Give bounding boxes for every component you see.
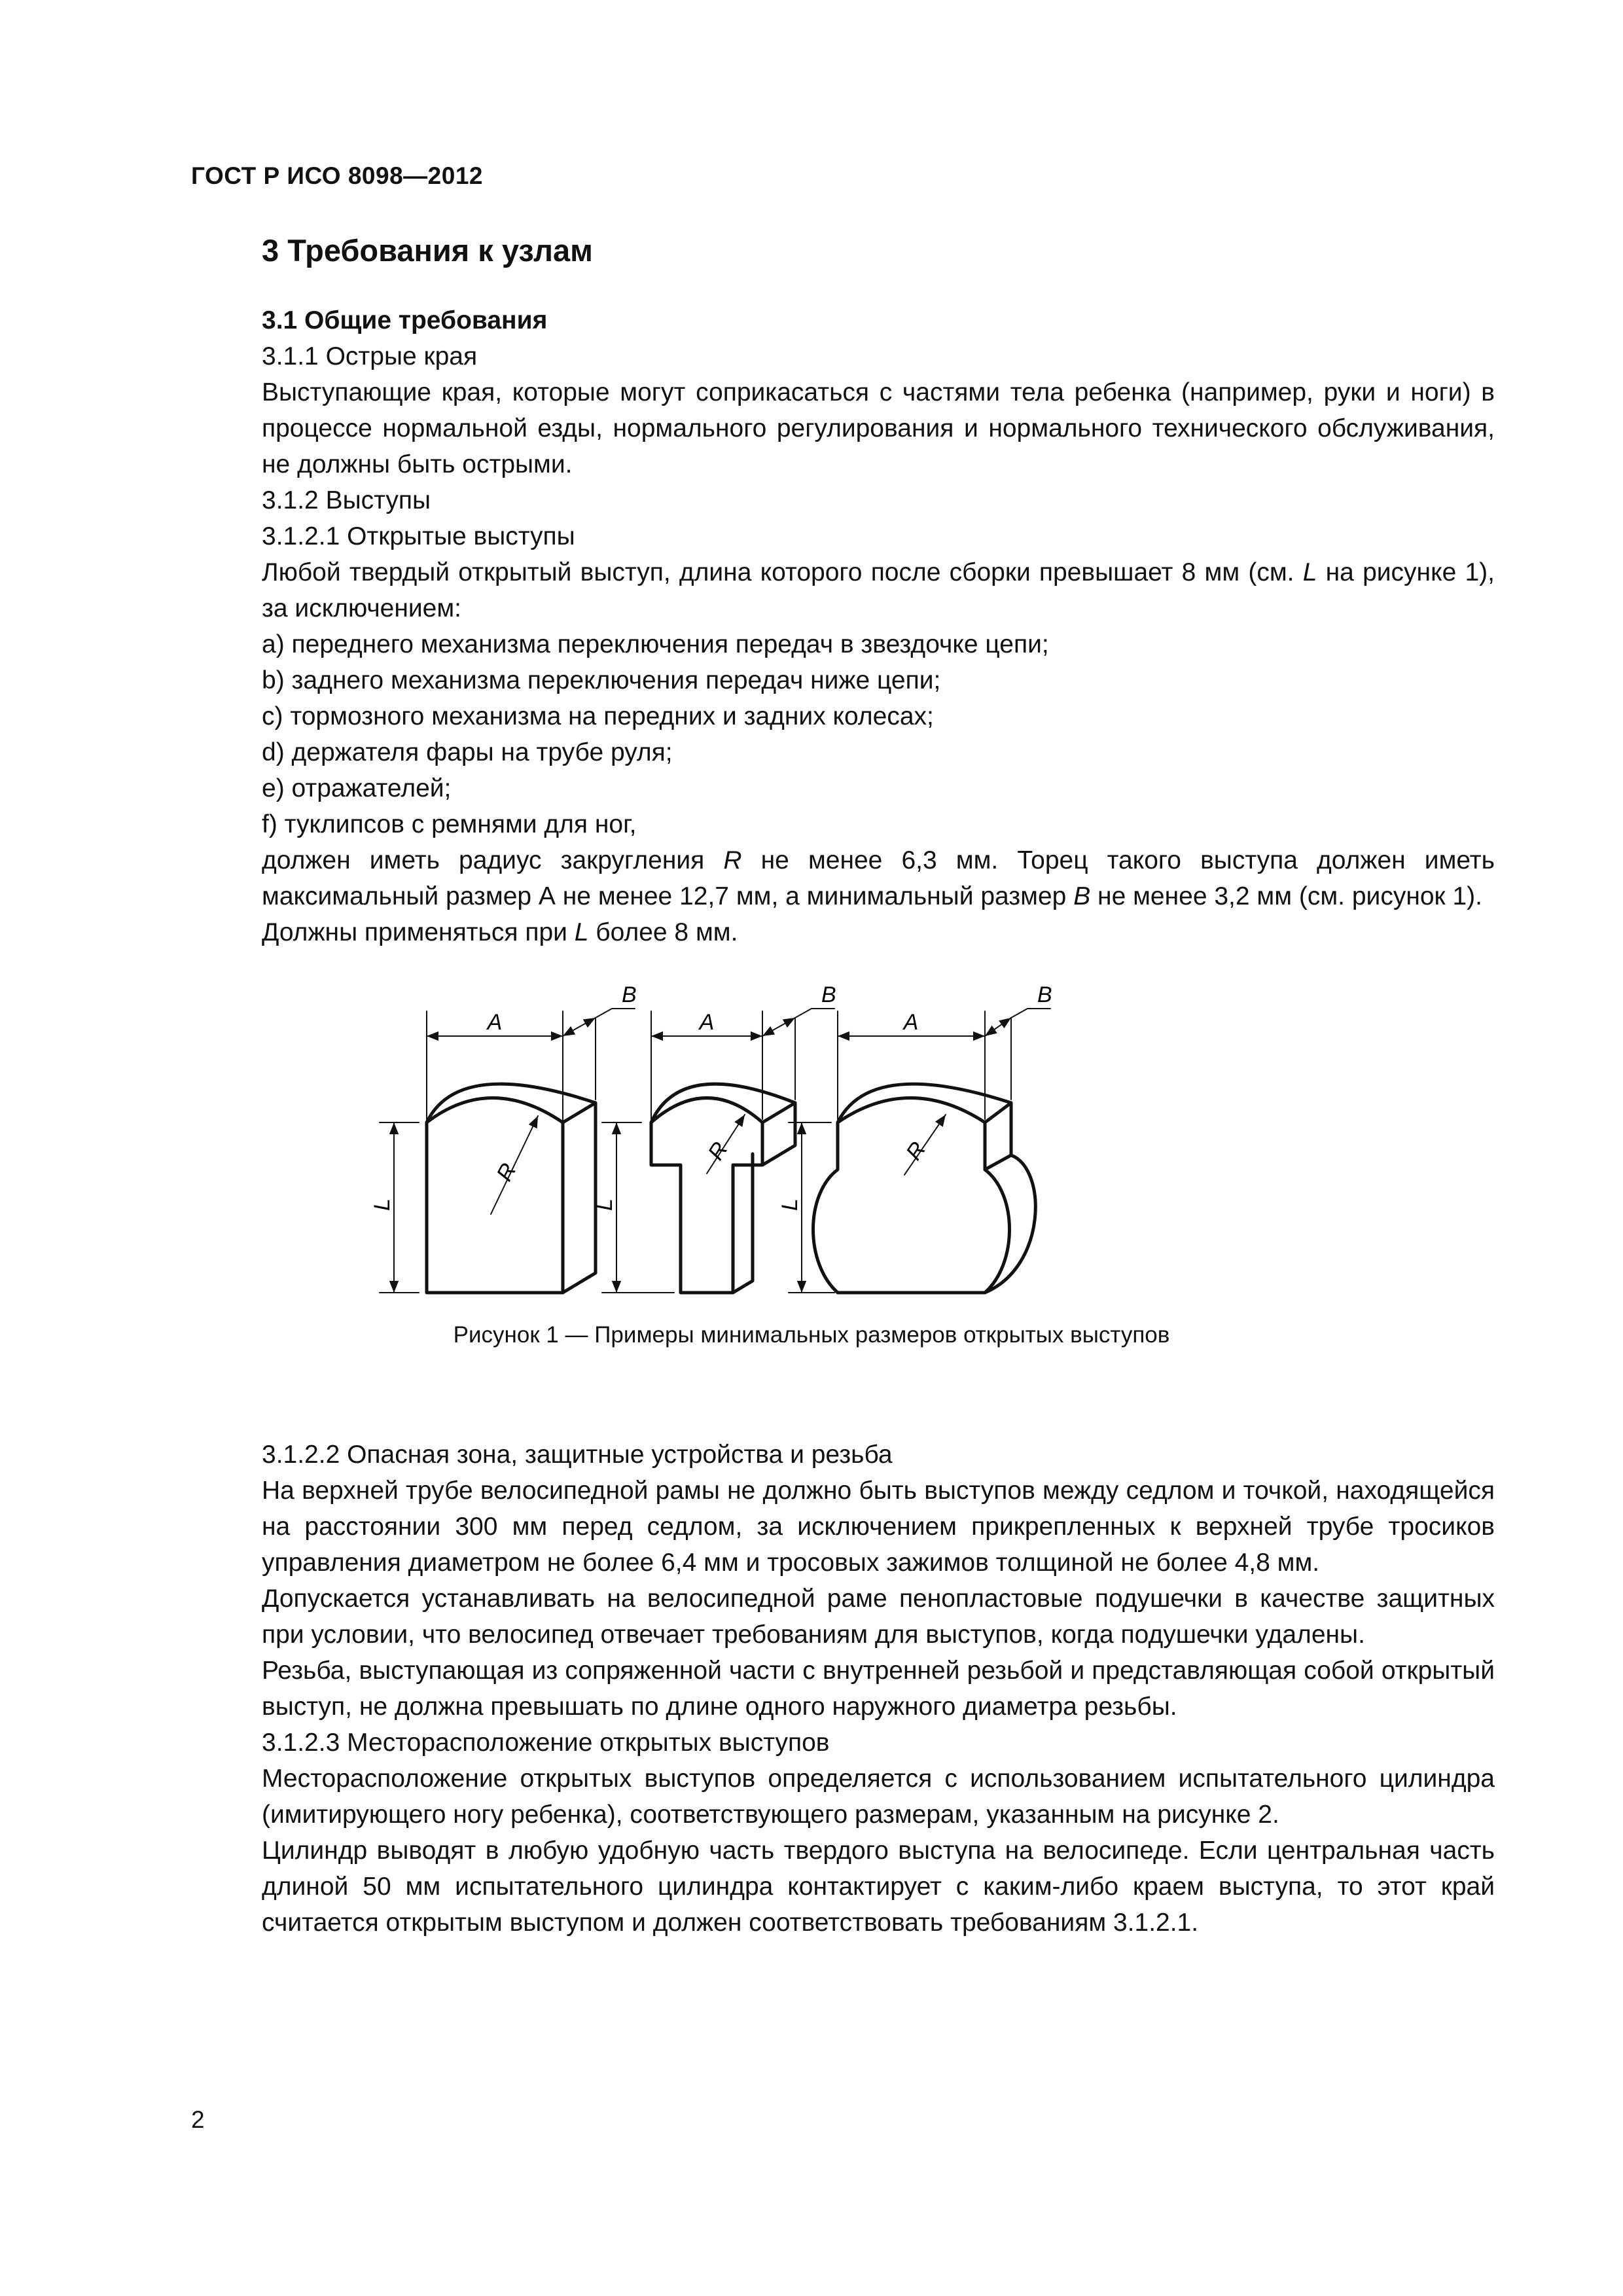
- list-item-c: c) тормозного механизма на передних и задних колесах;: [262, 702, 934, 730]
- dim-label-b-1: B: [622, 982, 637, 1007]
- figure-1-caption: Рисунок 1 — Примеры минимальных размеров открытых выступов: [453, 1322, 1170, 1348]
- paragraph-cylinder-contact: Цилиндр выводят в любую удобную часть твердого выступа на велосипеде. Если центральная часть длиной 50 мм испытательного цилиндра контактирует с каким-либо краем выступа, то этот край считается открытым выступом и должен соответствовать требованиям 3.1.2.1.: [262, 1837, 1495, 1937]
- subsection-heading-3-1-1: 3.1.1 Острые края: [262, 342, 478, 370]
- req-symbol-r: R: [723, 846, 742, 874]
- document-code-header: ГОСТ Р ИСО 8098—2012: [191, 162, 483, 189]
- figure-1-svg: [353, 965, 1348, 1306]
- dim-label-a-1: A: [487, 1010, 503, 1035]
- subsection-heading-3-1-2-2: 3.1.2.2 Опасная зона, защитные устройства и резьба: [262, 1441, 893, 1469]
- dim-label-b-2: B: [821, 982, 836, 1007]
- intro-symbol-l: L: [1302, 558, 1317, 586]
- req-text-1: должен иметь радиус закругления: [262, 846, 724, 874]
- text-block-requirements: [191, 302, 1495, 950]
- paragraph-sharp-edges: Выступающие края, которые могут соприкасаться с частями тела ребенка (например, руки и ноги) в процессе нормальной езды, нормального регулирования и нормального технического обслуживания, не должны быть острыми.: [262, 378, 1495, 478]
- list-item-e: e) отражателей;: [262, 774, 452, 802]
- dim-label-a-3: A: [903, 1010, 919, 1035]
- apply-symbol-l: L: [574, 918, 589, 946]
- intro-text-start: Любой твердый открытый выступ, длина которого после сборки превышает 8 мм (см.: [262, 558, 1303, 586]
- dim-label-l-1: L: [370, 1198, 395, 1211]
- dim-label-b-3: B: [1037, 982, 1052, 1007]
- list-item-b: b) заднего механизма переключения передач ниже цепи;: [262, 666, 941, 694]
- list-item-a: a) переднего механизма переключения передач в звездочке цепи;: [262, 630, 1049, 658]
- text-block-danger-zone: [191, 1437, 1495, 1941]
- list-item-f: f) туклипсов с ремнями для ног,: [262, 810, 637, 838]
- subsection-heading-3-1-2: 3.1.2 Выступы: [262, 486, 431, 514]
- figure-shape-block: [380, 1009, 635, 1293]
- section-title: 3 Требования к узлам: [262, 233, 593, 268]
- req-text-2: не менее 6,3 мм. Торец такого выступа должен иметь максимальный размер А не менее 12,7 мм, а минимальный размер: [262, 846, 1495, 910]
- dim-label-l-2: L: [592, 1198, 617, 1211]
- page-number: 2: [191, 2106, 205, 2133]
- dim-label-l-3: L: [777, 1198, 802, 1211]
- dim-label-r-1: R: [491, 1159, 522, 1185]
- req-text-3: не менее 3,2 мм (см. рисунок 1).: [1090, 882, 1482, 910]
- subsection-heading-3-1-2-3: 3.1.2.3 Месторасположение открытых выступов: [262, 1729, 830, 1757]
- apply-text-2: более 8 мм.: [588, 918, 738, 946]
- intro-text-end: на рисунке 1), за исключением:: [262, 558, 1495, 622]
- figure-1-drawings: [353, 965, 1348, 1306]
- dim-label-r-2: R: [703, 1138, 733, 1165]
- paragraph-foam-pads: Допускается устанавливать на велосипедной раме пенопластовые подушечки в качестве защитных при условии, что велосипед отвечает требованиям для выступов, когда подушечки удалены.: [262, 1585, 1495, 1649]
- paragraph-open-protrusions-intro: [191, 554, 1495, 626]
- apply-text-1: Должны применяться при: [262, 918, 575, 946]
- subsection-heading-3-1: 3.1 Общие требования: [262, 306, 548, 334]
- paragraph-apply-condition: [191, 914, 1495, 950]
- req-symbol-b: B: [1073, 882, 1091, 910]
- paragraph-test-cylinder: Месторасположение открытых выступов определяется с использованием испытательного цилиндра (имитирующего ногу ребенка), соответствующего размерам, указанным на рисунке 2.: [262, 1765, 1495, 1829]
- dim-label-a-2: A: [699, 1010, 715, 1035]
- paragraph-thread: Резьба, выступающая из сопряженной части с внутренней резьбой и представляющая собой открытый выступ, не должна превышать по длине одного наружного диаметра резьбы.: [262, 1657, 1495, 1721]
- paragraph-top-tube: На верхней трубе велосипедной рамы не должно быть выступов между седлом и точкой, находящейся на расстоянии 300 мм перед седлом, за исключением прикрепленных к верхней трубе тросиков управления диаметром не более 6,4 мм и тросовых зажимов толщиной не более 4,8 мм.: [262, 1477, 1495, 1577]
- subsection-heading-3-1-2-1: 3.1.2.1 Открытые выступы: [262, 522, 575, 550]
- paragraph-radius-requirement: [191, 842, 1495, 914]
- dim-label-r-3: R: [901, 1137, 931, 1165]
- list-item-d: d) держателя фары на трубе руля;: [262, 738, 673, 766]
